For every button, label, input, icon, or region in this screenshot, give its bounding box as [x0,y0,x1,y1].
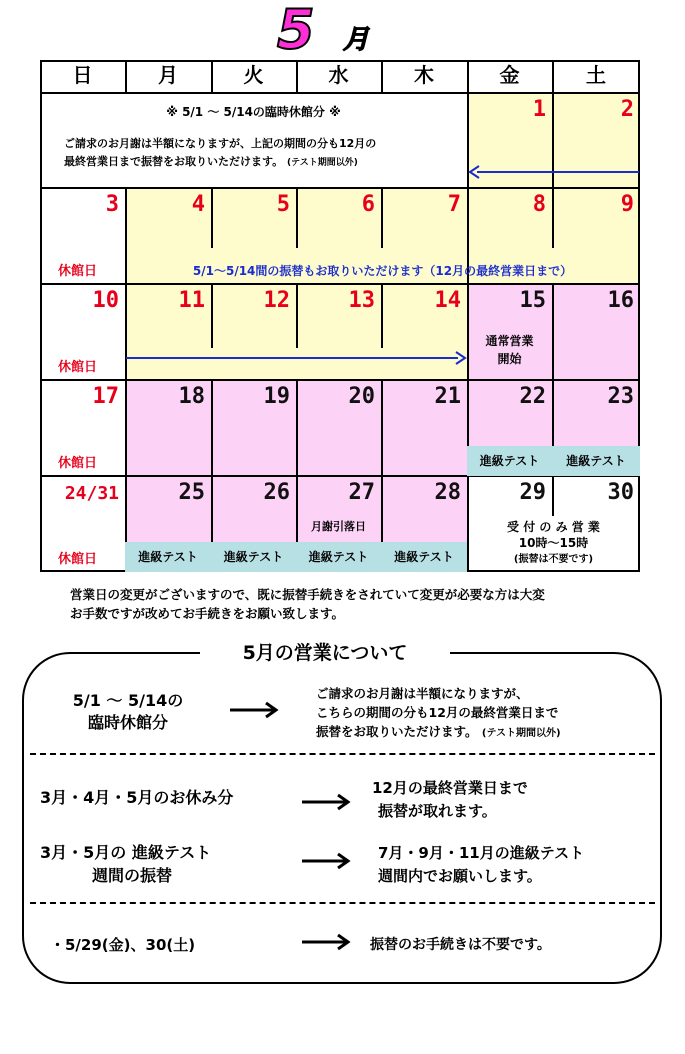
day-number: 24/31 [64,483,119,504]
arrow-right-icon [302,792,352,812]
day-number: 22 [519,384,546,409]
debit-day-label: 月謝引落日 [311,520,366,533]
row3-right-line2: 週間内でお願いします。 [378,867,542,885]
test-badge: 進級テスト [296,542,381,572]
row4-left: ・5/29(金)、30(土) [50,936,196,954]
closure-notice-line2: 最終営業日まで振替をお取りいただけます。 [64,155,284,168]
row3-left-line1: 3月・5月の 進級テスト [40,843,212,862]
day-number: 29 [519,480,546,505]
change-notice-line2: お手数ですが改めてお手続きをお願い致します。 [70,606,345,621]
day-number: 5 [276,192,290,217]
arrow-right-icon [302,932,352,952]
reception-hours: 10時～15時 [518,536,589,550]
test-badge: 進級テスト [467,446,552,476]
day-number: 12 [263,288,290,313]
weekday-wed: 水 [328,63,349,87]
day-number: 28 [434,480,461,505]
closure-notice [40,93,467,188]
day-number: 6 [361,192,375,217]
start-label: 開始 [497,352,522,366]
weekday-tue: 火 [243,63,264,87]
row1-right-line2: こちらの期間の分も12月の最終営業日まで [316,705,559,720]
day-number: 25 [178,480,205,505]
month-title [0,2,685,56]
arrow-left-icon [467,164,640,180]
day-number: 10 [92,288,119,313]
row1-right-note: (テスト期間以外) [481,728,561,739]
row1-left-line2: 臨時休館分 [87,713,168,732]
day-number: 7 [447,192,461,217]
row4-right: 振替のお手続きは不要です。 [370,937,551,953]
change-notice-line1: 営業日の変更がございますので、既に振替手続きをされていて変更が必要な方は大変 [70,587,545,602]
arrow-right-icon [230,700,280,720]
test-badge: 進級テスト [125,542,211,572]
change-notice [70,585,630,623]
calendar-grid [40,60,640,572]
day-cell [40,188,125,284]
test-badge: 進級テスト [552,446,640,476]
closure-notice-note: (テスト期間以外) [286,158,358,168]
closure-notice-title: ※ 5/1 ～ 5/14の臨時休館分 ※ [166,105,341,119]
day-number: 26 [263,480,290,505]
day-number: 27 [348,480,375,505]
day-number: 18 [178,384,205,409]
row1-right-line1: ご請求のお月謝は半額になりますが、 [316,686,529,701]
day-cell [467,284,552,380]
day-number: 13 [348,288,375,313]
weekday-fri: 金 [499,63,520,87]
month-number: 5 [276,2,315,56]
closed-label: 休館日 [58,264,98,279]
weekday-sat: 土 [586,63,606,87]
closure-notice-line1: ご請求のお月謝は半額になりますが、上記の期間の分も12月の [64,137,377,150]
divider [30,753,655,755]
day-number: 9 [620,192,634,217]
info-box-title: 5月の営業について [200,638,450,668]
day-number: 3 [105,192,119,217]
day-number: 14 [434,288,461,313]
row1-left-line1: 5/1 ～ 5/14の [72,691,184,710]
row3-left-line2: 週間の振替 [92,866,173,885]
row2-left: 3月・4月・5月のお休み分 [40,788,234,807]
transfer-banner: 5/1～5/14間の振替もお取りいただけます（12月の最終営業日まで） [192,264,573,278]
arrow-right-icon [302,851,352,871]
day-number: 4 [191,192,205,217]
day-number: 23 [607,384,634,409]
day-cell [40,476,125,572]
weekday-thu: 木 [414,63,434,87]
closed-label: 休館日 [58,456,98,471]
day-number: 16 [607,288,634,313]
day-number: 15 [519,288,546,313]
closed-label: 休館日 [58,552,98,567]
month-suffix: 月 [342,25,369,55]
day-number: 2 [620,97,634,122]
reception-only-label: 受 付 の み 営 業 [507,520,600,534]
day-number: 21 [434,384,461,409]
month-title-graphic [273,2,413,56]
regular-business-label: 通常営業 [485,334,534,348]
row2-right-line1: 12月の最終営業日まで [372,779,528,797]
weekday-mon: 月 [158,63,178,87]
divider [30,902,655,904]
day-number: 20 [348,384,375,409]
row3-right-line1: 7月・9月・11月の進級テスト [378,844,585,862]
day-number: 11 [178,288,205,313]
day-number: 17 [92,384,119,409]
day-number: 1 [532,97,546,122]
day-cell [40,380,125,476]
test-badge: 進級テスト [211,542,296,572]
day-number: 8 [532,192,546,217]
closed-label: 休館日 [58,360,98,375]
weekday-sun: 日 [72,63,93,87]
test-badge: 進級テスト [381,542,467,572]
row1-right-line3: 振替をお取りいただけます。 [316,724,478,739]
day-number: 30 [607,480,634,505]
row2-right-line2: 振替が取れます。 [378,802,497,820]
reception-note: (振替は不要です) [513,554,594,565]
day-cell [40,284,125,380]
arrow-right-icon [126,350,468,366]
day-number: 19 [263,384,290,409]
